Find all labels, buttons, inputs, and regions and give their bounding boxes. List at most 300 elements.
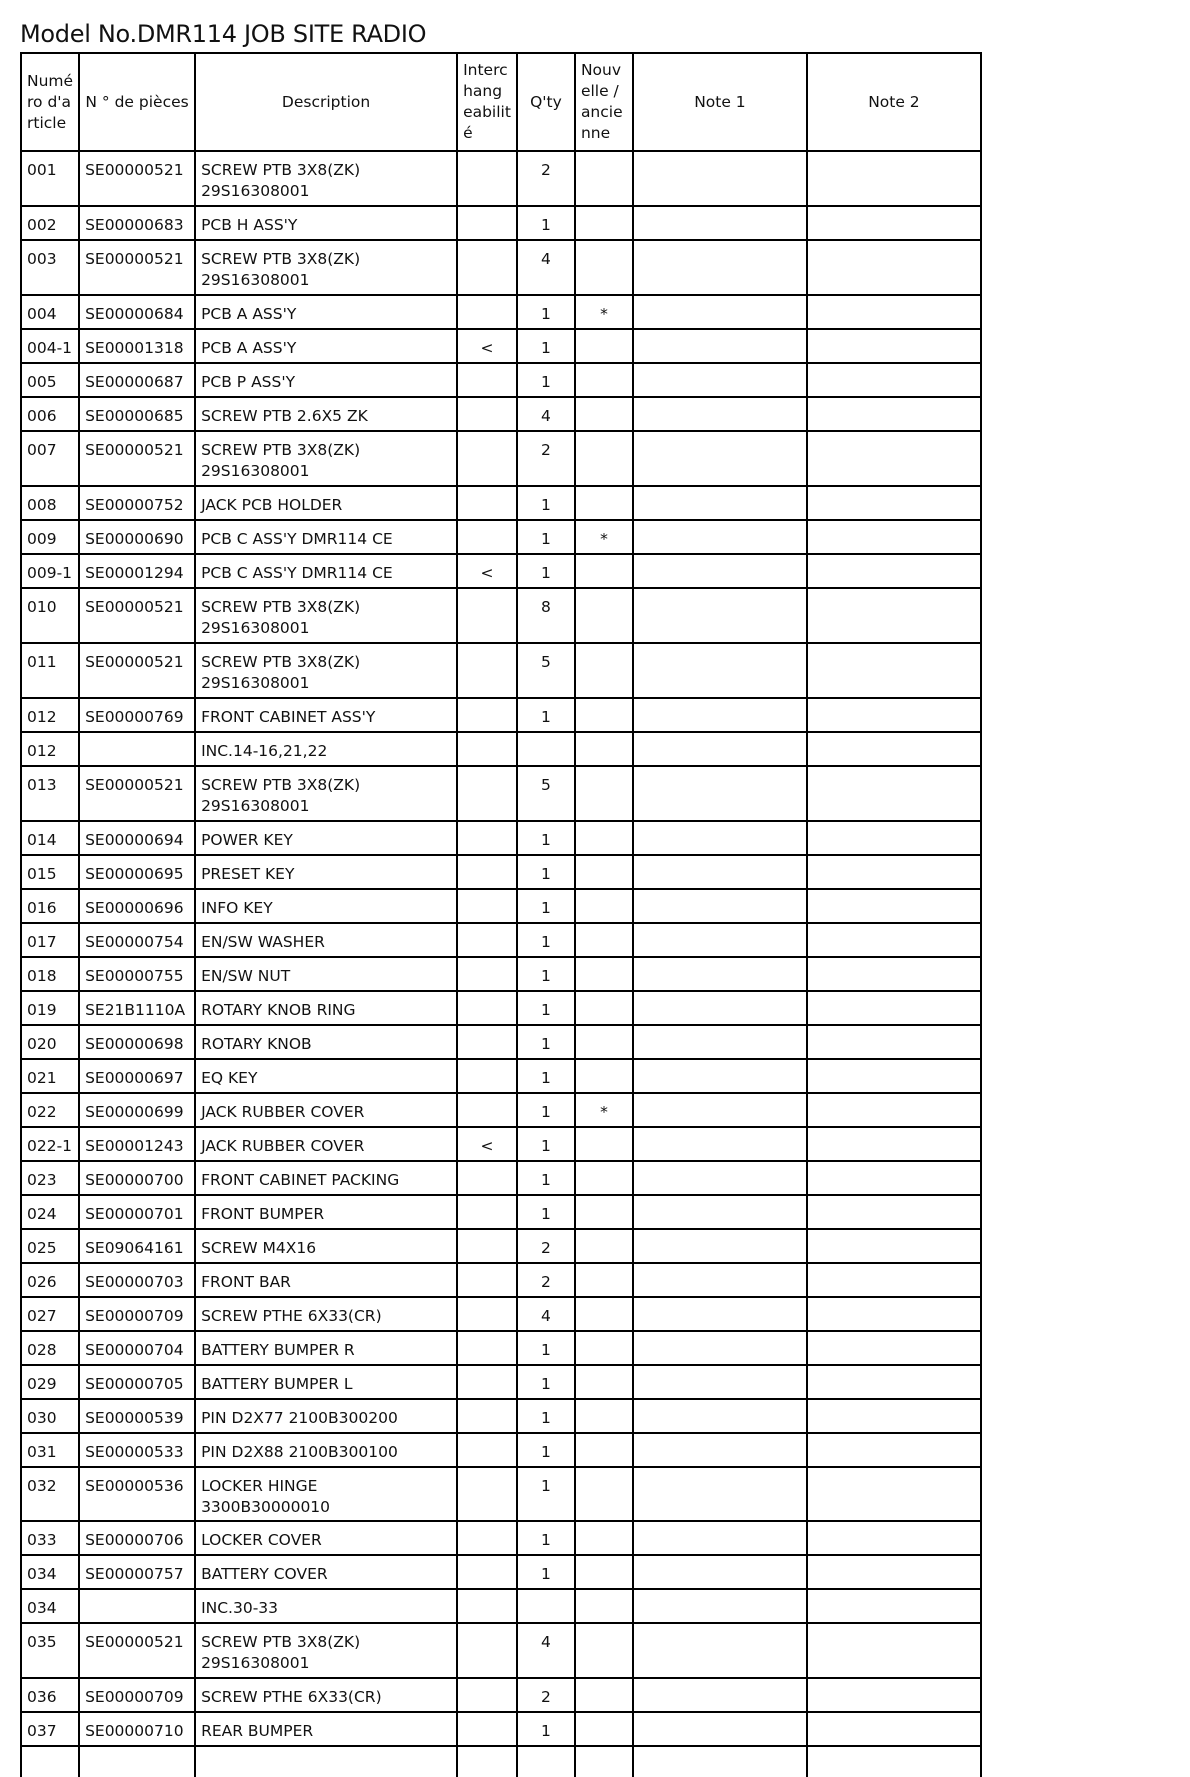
new-old-cell [575, 206, 633, 240]
page-title: Model No.DMR114 JOB SITE RADIO [20, 20, 427, 48]
description-cell: PRESET KEY [195, 855, 457, 889]
part-no-cell: SE00000687 [79, 363, 195, 397]
item-no-cell: 012 [21, 698, 79, 732]
new-old-cell [575, 1195, 633, 1229]
interchangeability-cell [457, 486, 517, 520]
new-old-cell [575, 1331, 633, 1365]
description-cell: BATTERY BUMPER L [195, 1365, 457, 1399]
description-cell: SCREW PTB 3X8(ZK) 29S16308001 [195, 643, 457, 698]
part-no-cell: SE00000539 [79, 1399, 195, 1433]
description-cell: EN/SW NUT [195, 957, 457, 991]
item-no-cell: 019 [21, 991, 79, 1025]
note-1-cell [633, 1589, 807, 1623]
empty-cell [79, 1746, 195, 1777]
description-cell: PCB A ASS'Y [195, 295, 457, 329]
table-row [21, 295, 981, 329]
part-no-cell: SE09064161 [79, 1229, 195, 1263]
note-2-cell [807, 1263, 981, 1297]
note-2-cell [807, 363, 981, 397]
new-old-cell [575, 397, 633, 431]
new-old-cell [575, 1589, 633, 1623]
description-cell: BATTERY BUMPER R [195, 1331, 457, 1365]
description-cell: SCREW PTB 3X8(ZK) 29S16308001 [195, 240, 457, 295]
description-cell: ROTARY KNOB [195, 1025, 457, 1059]
qty-cell: 4 [517, 1623, 575, 1678]
note-2-cell [807, 397, 981, 431]
note-1-cell [633, 643, 807, 698]
description-cell: FRONT BAR [195, 1263, 457, 1297]
new-old-cell [575, 732, 633, 766]
item-no-cell: 024 [21, 1195, 79, 1229]
description-cell: REAR BUMPER [195, 1712, 457, 1746]
table-row [21, 588, 981, 643]
qty-cell: 1 [517, 889, 575, 923]
table-row [21, 1161, 981, 1195]
part-no-cell: SE00000521 [79, 588, 195, 643]
note-2-cell [807, 1331, 981, 1365]
note-2-cell [807, 1712, 981, 1746]
table-row [21, 1589, 981, 1623]
item-no-cell: 023 [21, 1161, 79, 1195]
item-no-cell: 035 [21, 1623, 79, 1678]
new-old-cell [575, 855, 633, 889]
note-1-cell [633, 295, 807, 329]
note-2-cell [807, 1589, 981, 1623]
new-old-cell [575, 431, 633, 486]
part-no-cell: SE00000701 [79, 1195, 195, 1229]
note-2-cell [807, 1555, 981, 1589]
note-1-cell [633, 1195, 807, 1229]
qty-cell: 1 [517, 1399, 575, 1433]
note-1-cell [633, 1025, 807, 1059]
item-no-cell: 011 [21, 643, 79, 698]
new-old-cell [575, 1059, 633, 1093]
part-no-cell: SE00000706 [79, 1521, 195, 1555]
item-no-cell: 005 [21, 363, 79, 397]
table-row [21, 1467, 981, 1521]
interchangeability-cell: < [457, 1127, 517, 1161]
note-2-cell [807, 643, 981, 698]
interchangeability-cell [457, 1521, 517, 1555]
table-row [21, 1127, 981, 1161]
note-2-cell [807, 1297, 981, 1331]
interchangeability-cell [457, 957, 517, 991]
item-no-cell: 012 [21, 732, 79, 766]
qty-cell: 1 [517, 1467, 575, 1521]
new-old-cell [575, 1229, 633, 1263]
qty-cell: 2 [517, 431, 575, 486]
item-no-cell: 034 [21, 1555, 79, 1589]
item-no-cell: 026 [21, 1263, 79, 1297]
note-1-cell [633, 766, 807, 821]
note-2-cell [807, 1433, 981, 1467]
interchangeability-cell [457, 1297, 517, 1331]
note-2-cell [807, 151, 981, 206]
note-1-cell [633, 923, 807, 957]
qty-cell: 1 [517, 1521, 575, 1555]
interchangeability-cell [457, 1365, 517, 1399]
note-1-cell [633, 431, 807, 486]
qty-cell: 2 [517, 1263, 575, 1297]
note-2-cell [807, 329, 981, 363]
table-row [21, 363, 981, 397]
part-no-cell: SE00000698 [79, 1025, 195, 1059]
part-no-cell: SE00000521 [79, 240, 195, 295]
table-row [21, 1521, 981, 1555]
part-no-cell: SE00000695 [79, 855, 195, 889]
interchangeability-cell [457, 1161, 517, 1195]
item-no-cell: 004 [21, 295, 79, 329]
header-new-old: Nouv elle / ancie nne [575, 53, 633, 151]
empty-cell [517, 1746, 575, 1777]
item-no-cell: 025 [21, 1229, 79, 1263]
interchangeability-cell [457, 889, 517, 923]
part-no-cell: SE00001294 [79, 554, 195, 588]
interchangeability-cell [457, 1331, 517, 1365]
interchangeability-cell [457, 206, 517, 240]
table-row [21, 732, 981, 766]
table-row [21, 520, 981, 554]
empty-cell [195, 1746, 457, 1777]
note-1-cell [633, 151, 807, 206]
note-2-cell [807, 1521, 981, 1555]
table-row [21, 1712, 981, 1746]
item-no-cell: 004-1 [21, 329, 79, 363]
qty-cell: 2 [517, 151, 575, 206]
note-1-cell [633, 1229, 807, 1263]
description-cell: PCB C ASS'Y DMR114 CE [195, 520, 457, 554]
note-2-cell [807, 766, 981, 821]
qty-cell: 1 [517, 1712, 575, 1746]
qty-cell: 1 [517, 1093, 575, 1127]
interchangeability-cell [457, 698, 517, 732]
interchangeability-cell [457, 1678, 517, 1712]
item-no-cell: 036 [21, 1678, 79, 1712]
note-2-cell [807, 1059, 981, 1093]
description-cell: LOCKER HINGE 3300B30000010 [195, 1467, 457, 1521]
qty-cell: 4 [517, 1297, 575, 1331]
new-old-cell [575, 957, 633, 991]
empty-cell [457, 1746, 517, 1777]
part-no-cell: SE00000703 [79, 1263, 195, 1297]
qty-cell: 1 [517, 1127, 575, 1161]
qty-cell: 5 [517, 766, 575, 821]
table-row [21, 957, 981, 991]
part-no-cell: SE00000704 [79, 1331, 195, 1365]
item-no-cell: 022 [21, 1093, 79, 1127]
new-old-cell [575, 486, 633, 520]
note-2-cell [807, 554, 981, 588]
new-old-cell [575, 1025, 633, 1059]
note-1-cell [633, 1712, 807, 1746]
empty-row [21, 1746, 981, 1777]
header-description: Description [195, 53, 457, 151]
new-old-cell [575, 554, 633, 588]
description-cell: SCREW M4X16 [195, 1229, 457, 1263]
item-no-cell: 032 [21, 1467, 79, 1521]
part-no-cell: SE00000757 [79, 1555, 195, 1589]
part-no-cell: SE00000709 [79, 1678, 195, 1712]
note-1-cell [633, 1678, 807, 1712]
description-cell: PIN D2X77 2100B300200 [195, 1399, 457, 1433]
table-row [21, 1025, 981, 1059]
interchangeability-cell [457, 520, 517, 554]
interchangeability-cell [457, 1093, 517, 1127]
description-cell: SCREW PTB 2.6X5 ZK [195, 397, 457, 431]
note-2-cell [807, 923, 981, 957]
interchangeability-cell [457, 151, 517, 206]
item-no-cell: 029 [21, 1365, 79, 1399]
table-row [21, 240, 981, 295]
interchangeability-cell [457, 1467, 517, 1521]
new-old-cell [575, 1467, 633, 1521]
table-row [21, 1195, 981, 1229]
interchangeability-cell [457, 588, 517, 643]
note-1-cell [633, 1127, 807, 1161]
part-no-cell: SE00000683 [79, 206, 195, 240]
item-no-cell: 007 [21, 431, 79, 486]
qty-cell: 2 [517, 1229, 575, 1263]
note-1-cell [633, 363, 807, 397]
empty-cell [807, 1746, 981, 1777]
item-no-cell: 003 [21, 240, 79, 295]
description-cell: FRONT BUMPER [195, 1195, 457, 1229]
item-no-cell: 021 [21, 1059, 79, 1093]
item-no-cell: 030 [21, 1399, 79, 1433]
table-row [21, 1623, 981, 1678]
item-no-cell: 001 [21, 151, 79, 206]
description-cell: SCREW PTB 3X8(ZK) 29S16308001 [195, 431, 457, 486]
description-cell: ROTARY KNOB RING [195, 991, 457, 1025]
part-no-cell: SE00000755 [79, 957, 195, 991]
header-item-no: Numé ro d'a rticle [21, 53, 79, 151]
description-cell: JACK PCB HOLDER [195, 486, 457, 520]
qty-cell: 1 [517, 698, 575, 732]
item-no-cell: 017 [21, 923, 79, 957]
new-old-cell [575, 1161, 633, 1195]
table-row [21, 1229, 981, 1263]
qty-cell: 1 [517, 1025, 575, 1059]
description-cell: PCB H ASS'Y [195, 206, 457, 240]
description-cell: PCB A ASS'Y [195, 329, 457, 363]
header-part-no: N ° de pièces [79, 53, 195, 151]
interchangeability-cell [457, 295, 517, 329]
qty-cell: 1 [517, 1365, 575, 1399]
note-2-cell [807, 991, 981, 1025]
note-2-cell [807, 1229, 981, 1263]
item-no-cell: 009 [21, 520, 79, 554]
item-no-cell: 031 [21, 1433, 79, 1467]
note-1-cell [633, 1433, 807, 1467]
item-no-cell: 015 [21, 855, 79, 889]
interchangeability-cell [457, 732, 517, 766]
note-2-cell [807, 1678, 981, 1712]
qty-cell: 1 [517, 554, 575, 588]
note-1-cell [633, 1093, 807, 1127]
item-no-cell: 037 [21, 1712, 79, 1746]
note-1-cell [633, 1297, 807, 1331]
qty-cell: 1 [517, 329, 575, 363]
header-interchangeability: Interc hang eabilit é [457, 53, 517, 151]
qty-cell: 1 [517, 1555, 575, 1589]
description-cell: POWER KEY [195, 821, 457, 855]
description-cell: SCREW PTB 3X8(ZK) 29S16308001 [195, 766, 457, 821]
note-2-cell [807, 1161, 981, 1195]
interchangeability-cell [457, 1025, 517, 1059]
interchangeability-cell [457, 821, 517, 855]
table-row [21, 889, 981, 923]
qty-cell: 1 [517, 486, 575, 520]
item-no-cell: 008 [21, 486, 79, 520]
description-cell: SCREW PTHE 6X33(CR) [195, 1678, 457, 1712]
note-1-cell [633, 1399, 807, 1433]
part-no-cell: SE00000690 [79, 520, 195, 554]
note-2-cell [807, 855, 981, 889]
part-no-cell: SE00000709 [79, 1297, 195, 1331]
description-cell: SCREW PTB 3X8(ZK) 29S16308001 [195, 151, 457, 206]
table-row [21, 1399, 981, 1433]
interchangeability-cell [457, 923, 517, 957]
note-2-cell [807, 1399, 981, 1433]
note-2-cell [807, 957, 981, 991]
note-1-cell [633, 1521, 807, 1555]
header-qty: Q'ty [517, 53, 575, 151]
part-no-cell [79, 732, 195, 766]
qty-cell: 1 [517, 1433, 575, 1467]
table-row [21, 431, 981, 486]
item-no-cell: 033 [21, 1521, 79, 1555]
empty-cell [575, 1746, 633, 1777]
item-no-cell: 022-1 [21, 1127, 79, 1161]
table-row [21, 486, 981, 520]
table-row [21, 206, 981, 240]
qty-cell: 4 [517, 397, 575, 431]
note-2-cell [807, 431, 981, 486]
note-2-cell [807, 1093, 981, 1127]
qty-cell: 1 [517, 855, 575, 889]
new-old-cell [575, 1623, 633, 1678]
note-1-cell [633, 1623, 807, 1678]
new-old-cell [575, 923, 633, 957]
new-old-cell: * [575, 520, 633, 554]
part-no-cell: SE00000685 [79, 397, 195, 431]
table-row [21, 151, 981, 206]
description-cell: EQ KEY [195, 1059, 457, 1093]
part-no-cell: SE00000705 [79, 1365, 195, 1399]
description-cell: INC.14-16,21,22 [195, 732, 457, 766]
interchangeability-cell [457, 1229, 517, 1263]
interchangeability-cell [457, 1589, 517, 1623]
note-1-cell [633, 855, 807, 889]
qty-cell [517, 732, 575, 766]
part-no-cell: SE00000521 [79, 1623, 195, 1678]
qty-cell: 2 [517, 1678, 575, 1712]
interchangeability-cell [457, 1712, 517, 1746]
note-2-cell [807, 1467, 981, 1521]
table-row [21, 554, 981, 588]
part-no-cell: SE00000697 [79, 1059, 195, 1093]
description-cell: FRONT CABINET PACKING [195, 1161, 457, 1195]
note-2-cell [807, 698, 981, 732]
note-2-cell [807, 1623, 981, 1678]
note-2-cell [807, 520, 981, 554]
description-cell: JACK RUBBER COVER [195, 1127, 457, 1161]
item-no-cell: 034 [21, 1589, 79, 1623]
part-no-cell: SE00000700 [79, 1161, 195, 1195]
note-1-cell [633, 1467, 807, 1521]
qty-cell: 1 [517, 1195, 575, 1229]
table-row [21, 1678, 981, 1712]
empty-cell [633, 1746, 807, 1777]
interchangeability-cell [457, 855, 517, 889]
part-no-cell: SE00000521 [79, 766, 195, 821]
new-old-cell [575, 363, 633, 397]
new-old-cell [575, 1433, 633, 1467]
table-row [21, 1093, 981, 1127]
item-no-cell: 009-1 [21, 554, 79, 588]
note-1-cell [633, 520, 807, 554]
parts-table-body [21, 151, 981, 1777]
item-no-cell: 013 [21, 766, 79, 821]
new-old-cell [575, 1555, 633, 1589]
new-old-cell [575, 766, 633, 821]
table-row [21, 397, 981, 431]
interchangeability-cell [457, 1059, 517, 1093]
note-2-cell [807, 1365, 981, 1399]
note-2-cell [807, 889, 981, 923]
note-1-cell [633, 1263, 807, 1297]
part-no-cell: SE00001318 [79, 329, 195, 363]
new-old-cell [575, 240, 633, 295]
part-no-cell: SE00000754 [79, 923, 195, 957]
header-note-1: Note 1 [633, 53, 807, 151]
note-1-cell [633, 1161, 807, 1195]
table-row [21, 643, 981, 698]
note-1-cell [633, 1331, 807, 1365]
interchangeability-cell [457, 1263, 517, 1297]
table-row [21, 991, 981, 1025]
description-cell: SCREW PTHE 6X33(CR) [195, 1297, 457, 1331]
qty-cell: 1 [517, 1059, 575, 1093]
new-old-cell [575, 643, 633, 698]
table-row [21, 1365, 981, 1399]
note-1-cell [633, 1059, 807, 1093]
interchangeability-cell [457, 363, 517, 397]
item-no-cell: 028 [21, 1331, 79, 1365]
new-old-cell: * [575, 1093, 633, 1127]
description-cell: EN/SW WASHER [195, 923, 457, 957]
interchangeability-cell [457, 431, 517, 486]
note-1-cell [633, 397, 807, 431]
note-1-cell [633, 732, 807, 766]
new-old-cell [575, 991, 633, 1025]
new-old-cell [575, 821, 633, 855]
table-row [21, 1331, 981, 1365]
item-no-cell: 014 [21, 821, 79, 855]
item-no-cell: 018 [21, 957, 79, 991]
part-no-cell: SE00001243 [79, 1127, 195, 1161]
note-1-cell [633, 588, 807, 643]
table-row [21, 1263, 981, 1297]
interchangeability-cell [457, 991, 517, 1025]
interchangeability-cell [457, 1399, 517, 1433]
table-row [21, 329, 981, 363]
description-cell: JACK RUBBER COVER [195, 1093, 457, 1127]
new-old-cell [575, 1127, 633, 1161]
qty-cell: 1 [517, 206, 575, 240]
table-row [21, 1433, 981, 1467]
new-old-cell [575, 1678, 633, 1712]
